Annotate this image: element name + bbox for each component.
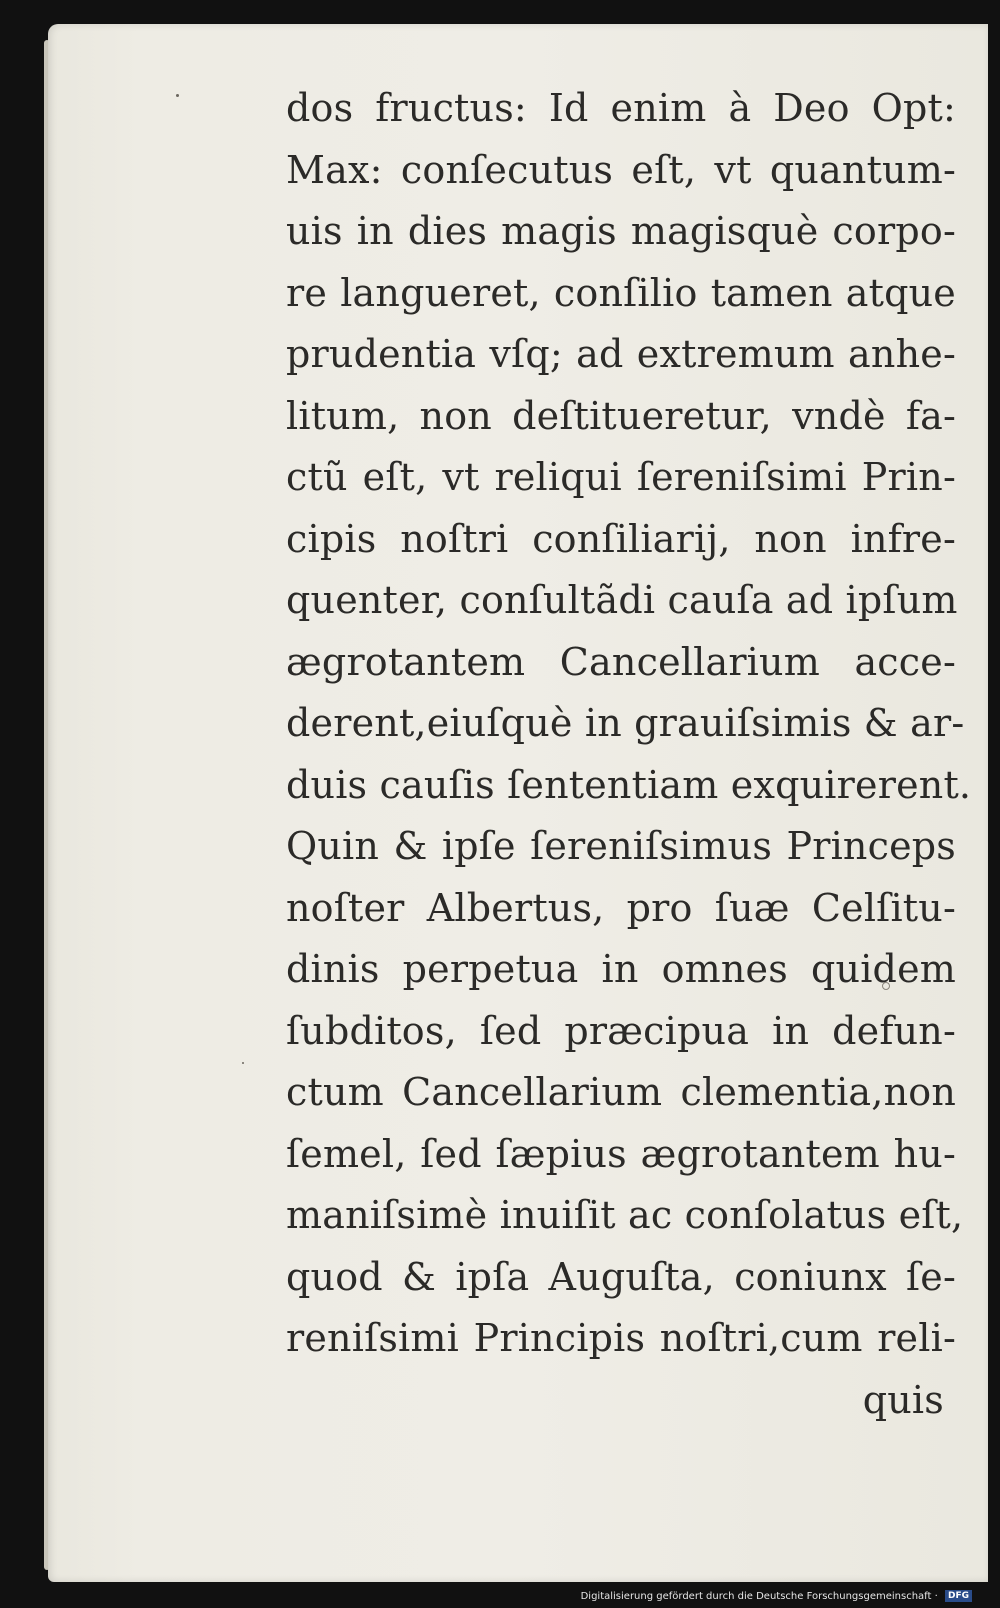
text-line: noſter Albertus, pro ſuæ Celſitu- [286, 885, 956, 930]
catchword: quis [862, 1377, 944, 1422]
text-line: maniſsimè inuiſit ac conſolatus eſt, [286, 1193, 964, 1237]
text-line: quenter, conſultãdi cauſa ad ipſum [286, 578, 958, 622]
text-line: Max: conſecutus eſt, vt quantum- [286, 147, 956, 192]
text-line: Quin & ipſe ſereniſsimus Princeps [286, 824, 956, 868]
text-line: prudentia vſq; ad extremum anhe- [286, 332, 956, 376]
text-line: ſemel, ſed ſæpius ægrotantem hu- [286, 1131, 956, 1176]
footer-credit-text: Digitalisierung gefördert durch die Deutsche Forschungsgemeinschaft · [580, 1591, 938, 1602]
text-line: uis in dies magis magisquè corpo- [286, 209, 956, 253]
page-text [286, 78, 972, 1431]
text-line: litum, non deſtitueretur, vndè fa- [286, 393, 956, 438]
text-line: ſubditos, ſed præcipua in defun- [286, 1008, 956, 1053]
text-line: duis cauſis ſententiam exquirerent. [286, 762, 972, 807]
text-line: dos fructus: Id enim à Deo Opt: [286, 86, 956, 130]
text-line: dinis perpetua in omnes quidem [286, 947, 956, 991]
ink-speck [176, 94, 179, 97]
text-line: reniſsimi Principis noſtri,cum reli- [286, 1316, 956, 1360]
text-line: ctũ eſt, vt reliqui ſereniſsimi Prin- [286, 455, 956, 499]
text-line: ctum Cancellarium clementia,non [286, 1070, 956, 1114]
text-line: quod & ipſa Auguſta, coniunx ſe- [286, 1254, 956, 1299]
ink-speck [242, 1062, 244, 1064]
dfg-logo-icon: DFG [945, 1590, 972, 1602]
text-line: derent,eiuſquè in grauiſsimis & ar- [286, 701, 965, 745]
text-line: re langueret, conſilio tamen atque [286, 270, 956, 315]
text-line: ægrotantem Cancellarium acce- [286, 639, 956, 684]
footer-credit [581, 1590, 972, 1604]
text-line: cipis noſtri conſiliarij, non infre- [286, 516, 956, 561]
